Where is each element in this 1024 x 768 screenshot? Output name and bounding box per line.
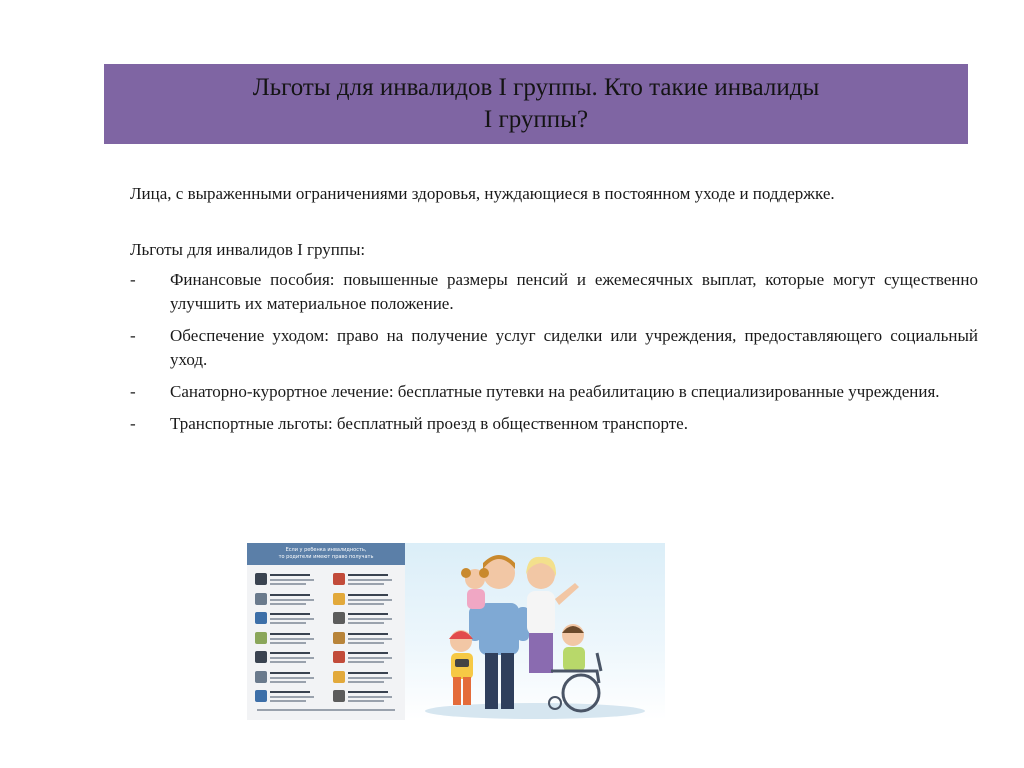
benefit-text: Транспортные льготы: бесплатный проезд в общественном транспорте. bbox=[170, 414, 688, 433]
benefit-category-icon bbox=[333, 671, 345, 683]
benefit-category-icon bbox=[255, 690, 267, 702]
benefit-text: Обеспечение уходом: право на получение услуг сиделки или учреждения, предоставляющего социальный уход. bbox=[170, 326, 978, 369]
infographic-benefit-cell bbox=[253, 688, 317, 708]
family-illustration bbox=[405, 543, 665, 720]
infographic-benefit-cell bbox=[253, 591, 317, 611]
benefit-category-icon bbox=[255, 573, 267, 585]
infographic-benefit-cell bbox=[331, 610, 395, 630]
benefit-text: Финансовые пособия: повышенные размеры пенсий и ежемесячных выплат, которые могут существенно улучшить их материальное положение. bbox=[170, 270, 978, 313]
benefit-category-icon bbox=[255, 593, 267, 605]
benefit-category-icon bbox=[333, 573, 345, 585]
infographic-header-line-2: то родители имеют право получать bbox=[278, 554, 374, 560]
slide-title-line-1: Льготы для инвалидов I группы. Кто такие инвалиды bbox=[252, 74, 820, 101]
infographic-benefit-cell bbox=[253, 610, 317, 630]
slide-title-bar bbox=[104, 64, 968, 144]
boy-figure-icon bbox=[449, 630, 473, 705]
benefit-bullet: - bbox=[130, 270, 136, 289]
benefit-item-sanatorium bbox=[130, 380, 978, 404]
benefit-category-icon bbox=[333, 690, 345, 702]
slide-content bbox=[130, 182, 978, 444]
benefit-bullet: - bbox=[130, 382, 136, 401]
benefit-category-icon bbox=[255, 671, 267, 683]
family-infographic-image bbox=[247, 543, 665, 720]
infographic-benefit-cell bbox=[331, 688, 395, 708]
benefit-text: Санаторно-курортное лечение: бесплатные путевки на реабилитацию в специализированные учреждения. bbox=[170, 382, 940, 401]
benefit-category-icon bbox=[333, 593, 345, 605]
infographic-benefit-cell bbox=[331, 669, 395, 689]
girl-figure-icon bbox=[461, 568, 489, 609]
benefits-heading: Льготы для инвалидов I группы: bbox=[130, 240, 366, 259]
benefit-item-financial bbox=[130, 268, 978, 316]
benefit-category-icon bbox=[333, 632, 345, 644]
benefit-category-icon bbox=[333, 651, 345, 663]
benefit-category-icon bbox=[255, 651, 267, 663]
infographic-benefit-cell bbox=[253, 571, 317, 591]
infographic-benefit-cell bbox=[253, 630, 317, 650]
infographic-benefit-cell bbox=[331, 571, 395, 591]
infographic-header-line-1: Если у ребенка инвалидность, bbox=[285, 547, 367, 553]
infographic-benefit-cell bbox=[331, 591, 395, 611]
wheelchair-child-icon bbox=[549, 624, 601, 711]
benefit-bullet: - bbox=[130, 326, 136, 345]
infographic-benefit-cell bbox=[331, 630, 395, 650]
benefit-category-icon bbox=[255, 632, 267, 644]
infographic-benefit-cell bbox=[253, 669, 317, 689]
infographic-header bbox=[247, 543, 405, 565]
slide-title-line-2: I группы? bbox=[483, 106, 589, 133]
benefit-item-transport bbox=[130, 412, 978, 436]
benefit-item-care bbox=[130, 324, 978, 372]
infographic-benefits-panel bbox=[247, 543, 405, 720]
benefit-bullet: - bbox=[130, 414, 136, 433]
infographic-benefit-cell bbox=[253, 649, 317, 669]
benefit-category-icon bbox=[255, 612, 267, 624]
definition-paragraph: Лица, с выраженными ограничениями здоровья, нуждающиеся в постоянном уходе и поддержке. bbox=[130, 184, 835, 203]
benefit-category-icon bbox=[333, 612, 345, 624]
infographic-benefit-cell bbox=[331, 649, 395, 669]
